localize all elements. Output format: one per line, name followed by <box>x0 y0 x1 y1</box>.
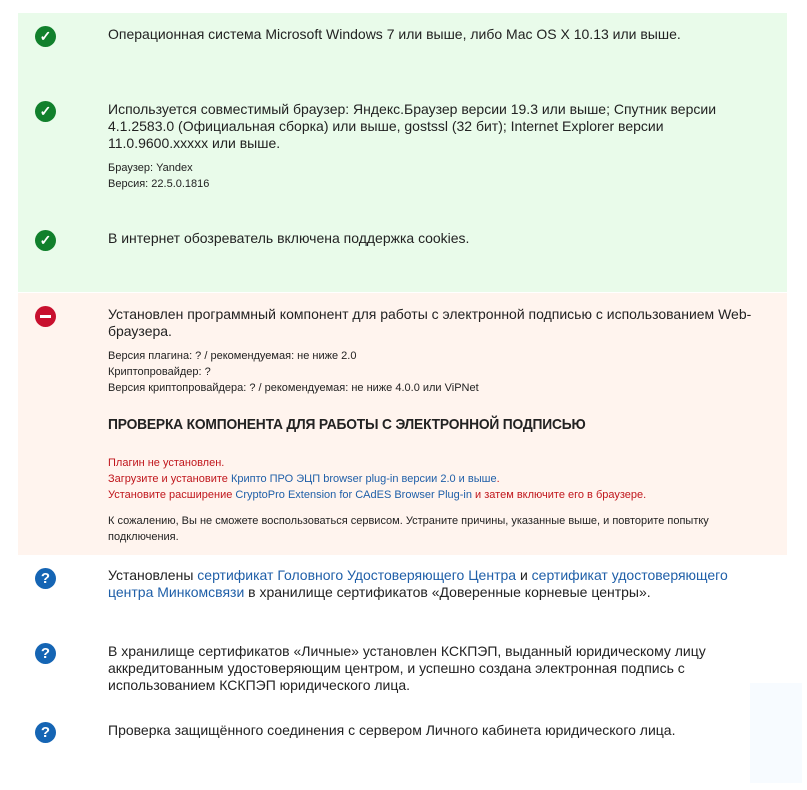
question-circle-icon: ? <box>35 722 56 743</box>
plugin-download-link[interactable]: Крипто ПРО ЭЦП browser plug-in версии 2.0 и выше <box>230 473 497 485</box>
check-os <box>108 26 758 43</box>
check-text: Используется совместимый браузер: Яндекс.Браузер версии 19.3 или выше; Спутник версии 4.1.2583.0 (Официальная сборка) или выше, gostssl (32 бит); Internet Explorer версии 11.0.9600.xxxxx или выше. <box>108 101 717 151</box>
text: . <box>496 473 500 485</box>
check-text: В интернет обозреватель включена поддержка cookies. <box>108 230 470 246</box>
browser-version: Версия: 22.5.0.1816 <box>108 178 210 190</box>
sorry-message: К сожалению, Вы не сможете воспользоваться сервисом. Устраните причины, указанные выше, и повторите попытку подключения. <box>108 515 709 543</box>
check-text: Установлен программный компонент для работы с электронной подписью с использованием Web-браузера. <box>108 306 752 339</box>
extension-instruction <box>108 487 758 503</box>
check-text: Операционная система Microsoft Windows 7 или выше, либо Mac OS X 10.13 или выше. <box>108 26 681 42</box>
install-instruction <box>108 471 758 487</box>
plugin-version: Версия плагина: ? / рекомендуемая: не ниже 2.0 <box>108 350 357 362</box>
check-details <box>108 160 758 192</box>
text: Загрузите и установите <box>108 473 231 485</box>
head-ca-cert-link[interactable]: сертификат Головного Удостоверяющего Центра <box>197 567 517 583</box>
check-root-certs <box>108 567 758 601</box>
check-text: Проверка защищённого соединения с сервером Личного кабинета юридического лица. <box>108 722 676 738</box>
mincomsvyaz-cert-link[interactable]: сертификат удостоверяющего центра Минкомсвязи <box>108 567 728 600</box>
text: Установите расширение <box>108 489 236 501</box>
plugin-instructions <box>108 455 758 503</box>
check-secure-connection <box>108 722 758 739</box>
check-details <box>108 348 758 396</box>
text: Установлены <box>108 567 198 583</box>
text: и затем включите его в браузере. <box>472 489 647 501</box>
plugin-missing-text: Плагин не установлен. <box>108 457 225 469</box>
check-cookies <box>108 230 758 247</box>
minus-circle-icon <box>35 306 56 327</box>
browser-name: Браузер: Yandex <box>108 162 193 174</box>
check-text: В хранилище сертификатов «Личные» установлен КСКПЭП, выданный юридическому лицу аккредитованным удостоверяющим центром, и успешно создана электронная подпись с использованием КСКПЭП юридического лица. <box>108 643 706 693</box>
crypto-provider: Криптопровайдер: ? <box>108 366 211 378</box>
check-browser <box>108 101 758 192</box>
side-panel-edge <box>750 683 802 783</box>
check-circle-icon: ✓ <box>35 101 56 122</box>
check-plugin <box>108 306 758 545</box>
text: и <box>516 567 532 583</box>
section-heading: ПРОВЕРКА КОМПОНЕНТА ДЛЯ РАБОТЫ С ЭЛЕКТРОННОЙ ПОДПИСЬЮ <box>108 416 586 433</box>
text: в хранилище сертификатов «Доверенные корневые центры». <box>244 584 651 600</box>
check-personal-cert <box>108 643 758 694</box>
extension-link[interactable]: CryptoPro Extension for CAdES Browser Plug-in <box>235 489 472 501</box>
question-circle-icon: ? <box>35 643 56 664</box>
check-circle-icon: ✓ <box>35 26 56 47</box>
question-circle-icon: ? <box>35 568 56 589</box>
check-circle-icon: ✓ <box>35 230 56 251</box>
crypto-provider-version: Версия криптопровайдера: ? / рекомендуемая: не ниже 4.0.0 или ViPNet <box>108 382 479 394</box>
